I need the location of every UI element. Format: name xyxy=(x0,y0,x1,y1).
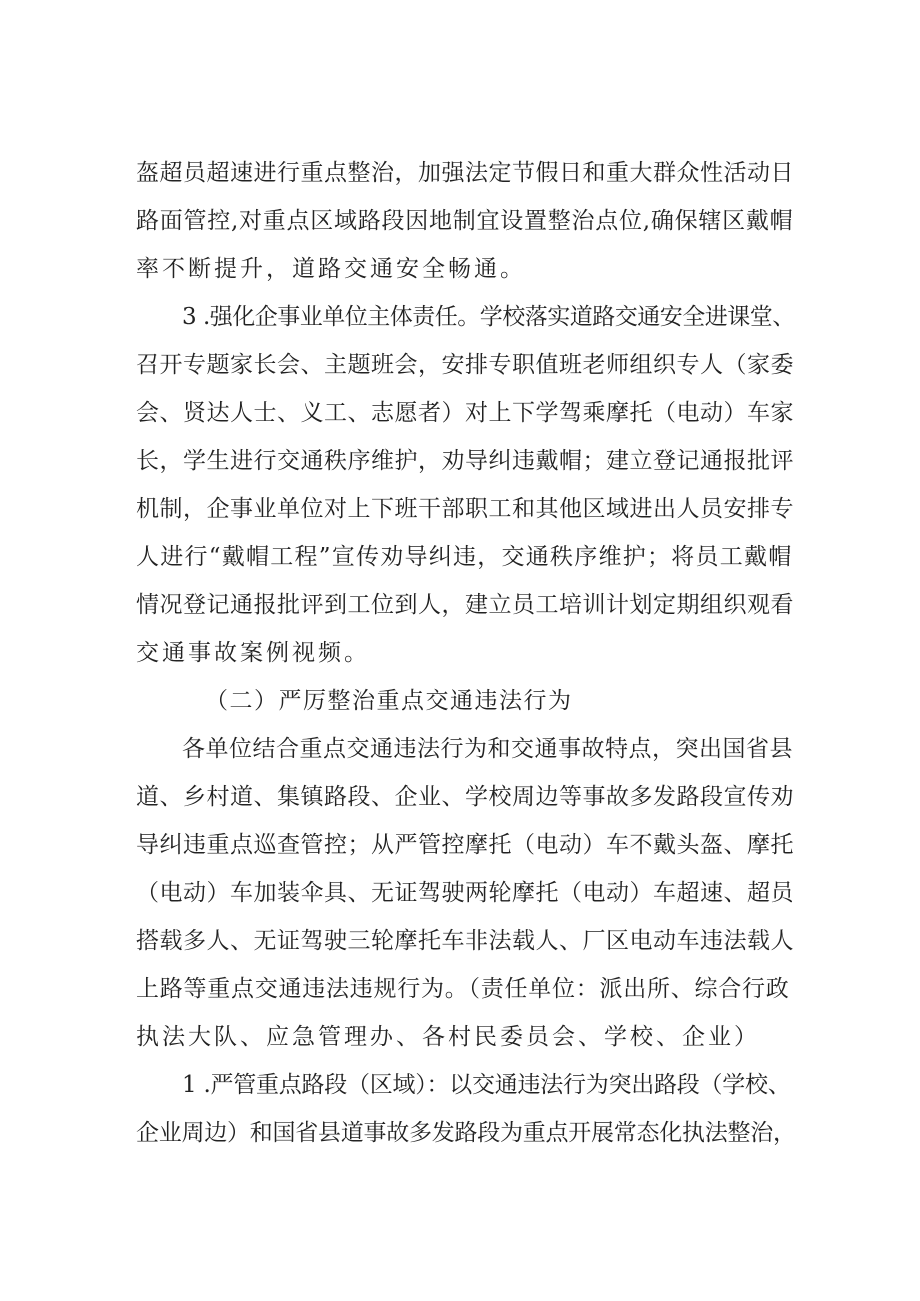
text-line: 机制，企事业单位对上下班干部职工和其他区域进出人员安排专 xyxy=(136,496,794,522)
text-line: 交通事故案例视频。 xyxy=(136,640,370,666)
text-line: 长，学生进行交通秩序维护，劝导纠违戴帽；建立登记通报批评 xyxy=(136,448,794,474)
text-line: 企业周边）和国省县道事故多发路段为重点开展常态化执法整治， xyxy=(136,1120,796,1146)
text-line: 率不断提升，道路交通安全畅通。 xyxy=(136,256,526,282)
text-line: 1 .严管重点路段（区域）：以交通违法行为突出路段（学校、 xyxy=(182,1072,791,1098)
text-line: 召开专题家长会、主题班会，安排专职值班老师组织专人（家委 xyxy=(136,352,794,378)
text-line: 3 .强化企事业单位主体责任。学校落实道路交通安全进课堂、 xyxy=(182,304,795,330)
text-line: （电动）车加装伞具、无证驾驶两轮摩托（电动）车超速、超员 xyxy=(136,880,794,906)
text-line: 盔超员超速进行重点整治，加强法定节假日和重大群众性活动日 xyxy=(136,160,794,186)
text-line: 人进行“戴帽工程”宣传劝导纠违，交通秩序维护；将员工戴帽 xyxy=(136,544,793,570)
text-line: 执法大队、应急管理办、各村民委员会、学校、企业） xyxy=(136,1024,760,1050)
text-line: 搭载多人、无证驾驶三轮摩托车非法载人、厂区电动车违法载人 xyxy=(136,928,794,954)
text-line: 道、乡村道、集镇路段、企业、学校周边等事故多发路段宣传劝 xyxy=(136,784,794,810)
text-line: 导纠违重点巡查管控；从严管控摩托（电动）车不戴头盔、摩托 xyxy=(136,832,794,858)
text-line: 上路等重点交通违法违规行为。（责任单位：派出所、综合行政 xyxy=(136,976,790,1002)
section-heading: （二）严厉整治重点交通违法行为 xyxy=(205,688,573,714)
text-line: 各单位结合重点交通违法行为和交通事故特点，突出国省县 xyxy=(182,736,793,762)
text-line: 会、贤达人士、义工、志愿者）对上下学驾乘摩托（电动）车家 xyxy=(136,400,794,426)
text-line: 路面管控,对重点区域路段因地制宜设置整治点位,确保辖区戴帽 xyxy=(136,208,794,234)
text-line: 情况登记通报批评到工位到人，建立员工培训计划定期组织观看 xyxy=(136,592,794,618)
